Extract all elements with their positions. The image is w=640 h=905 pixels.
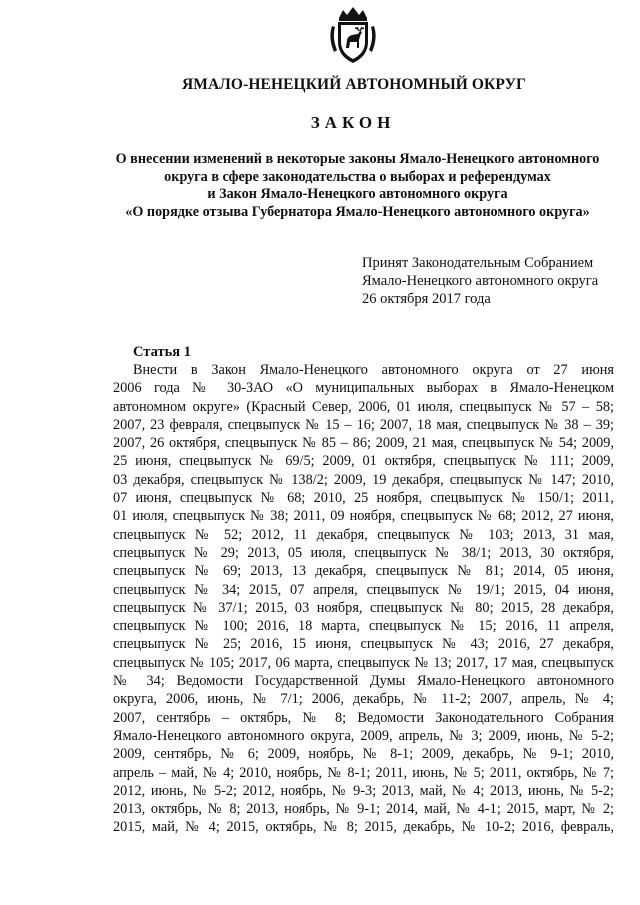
- article-line: 03 декабря, спецвыпуск № 138/2; 2009, 19 декабря, спецвыпуск № 147; 2010,: [113, 471, 614, 488]
- article-line: 01 июля, спецвыпуск № 38; 2011, 09 ноября, спецвыпуск № 68; 2012, 27 июня,: [113, 508, 614, 525]
- law-word: ЗАКОН: [310, 113, 396, 132]
- article-line: Внести в Закон Ямало-Ненецкого автономного округа от 27 июня: [133, 362, 614, 378]
- law-heading-line: и Закон Ямало-Ненецкого автономного округа: [207, 186, 508, 202]
- article-line: 2006 года № 30-ЗАО «О муниципальных выборах в Ямало-Ненецком: [113, 380, 614, 397]
- article-line: 2009, сентябрь, № 6; 2009, ноябрь, № 8-1; 2009, декабрь, № 9-1; 2010,: [113, 746, 614, 763]
- article-line: 2007, 26 октября, спецвыпуск № 85 – 86; 2009, 21 мая, спецвыпуск № 54; 2009,: [113, 435, 614, 452]
- article-line: спецвыпуск № 34; 2015, 07 апреля, спецвыпуск № 19/1; 2015, 04 июня,: [113, 581, 614, 598]
- article-line: автономном округе» (Красный Север, 2006, 01 июля, спецвыпуск № 57 – 58;: [113, 398, 614, 415]
- article-line: спецвыпуск № 105; 2017, 06 марта, спецвыпуск № 13; 2017, 17 мая, спецвыпуск: [113, 654, 614, 671]
- article-line: спецвыпуск № 100; 2016, 18 марта, спецвыпуск № 15; 2016, 11 апреля,: [113, 618, 614, 635]
- article-line: округа, 2006, июнь, № 7/1; 2006, декабрь, № 11-2; 2007, апрель, № 4;: [113, 691, 614, 708]
- article-line: 2013, октябрь, № 8; 2013, ноябрь, № 9-1; 2014, май, № 4-1; 2015, март, № 2;: [113, 801, 614, 818]
- law-heading-line: О внесении изменений в некоторые законы Ямало-Ненецкого автономного: [115, 151, 600, 167]
- article-line: Ямало-Ненецкого автономного округа, 2009, апрель, № 3; 2009, июнь, № 5-2;: [113, 727, 614, 744]
- article-line: 07 июня, спецвыпуск № 68; 2010, 25 ноября, спецвыпуск № 150/1; 2011,: [113, 490, 614, 507]
- article-line: 2015, май, № 4; 2015, октябрь, № 8; 2015, декабрь, № 10-2; 2016, февраль,: [113, 819, 614, 836]
- article-line: № 34; Ведомости Государственной Думы Ямало-Ненецкого автономного: [113, 673, 614, 690]
- article-line: 2007, сентябрь – октябрь, № 8; Ведомости Законодательного Собрания: [113, 709, 614, 726]
- law-heading-line: округа в сфере законодательства о выборах и референдумах: [164, 168, 551, 185]
- adoption-line: 26 октября 2017 года: [362, 291, 491, 307]
- adoption-note: [362, 254, 598, 308]
- article-line: спецвыпуск № 25; 2016, 15 июня, спецвыпуск № 43; 2016, 27 декабря,: [113, 636, 614, 653]
- article-line: 2012, июнь, № 5-2; 2012, ноябрь, № 9-3; 2013, май, № 4; 2013, июнь, № 5-2;: [113, 782, 614, 799]
- adoption-line: Принят Законодательным Собранием: [362, 255, 594, 271]
- article-line: спецвыпуск № 69; 2013, 13 декабря, спецвыпуск № 81; 2014, 05 июня,: [113, 563, 614, 580]
- coat-of-arms-icon: [322, 4, 384, 66]
- article-line: 25 июня, спецвыпуск № 69/5; 2009, 01 октября, спецвыпуск № 111; 2009,: [113, 453, 614, 470]
- article-line: 2007, 23 февраля, спецвыпуск № 15 – 16; 2007, 18 мая, спецвыпуск № 38 – 39;: [113, 416, 614, 433]
- region-title: ЯМАЛО-НЕНЕЦКИЙ АВТОНОМНЫЙ ОКРУГ: [181, 76, 527, 93]
- law-heading: [100, 151, 615, 221]
- article-line: спецвыпуск № 37/1; 2015, 03 ноября, спецвыпуск № 80; 2015, 28 декабря,: [113, 599, 614, 616]
- article-line: спецвыпуск № 29; 2013, 05 июля, спецвыпуск № 38/1; 2013, 30 октября,: [113, 544, 614, 561]
- article-body: [113, 361, 614, 837]
- article-title: Статья 1: [133, 344, 191, 360]
- adoption-line: Ямало-Ненецкого автономного округа: [362, 273, 599, 289]
- article-line: спецвыпуск № 52; 2012, 11 декабря, спецвыпуск № 103; 2013, 31 мая,: [113, 526, 614, 543]
- law-heading-line: «О порядке отзыва Губернатора Ямало-Ненецкого автономного округа»: [125, 203, 590, 220]
- article-line: апрель – май, № 4; 2010, ноябрь, № 8-1; 2011, июнь, № 5; 2011, октябрь, № 7;: [113, 764, 614, 781]
